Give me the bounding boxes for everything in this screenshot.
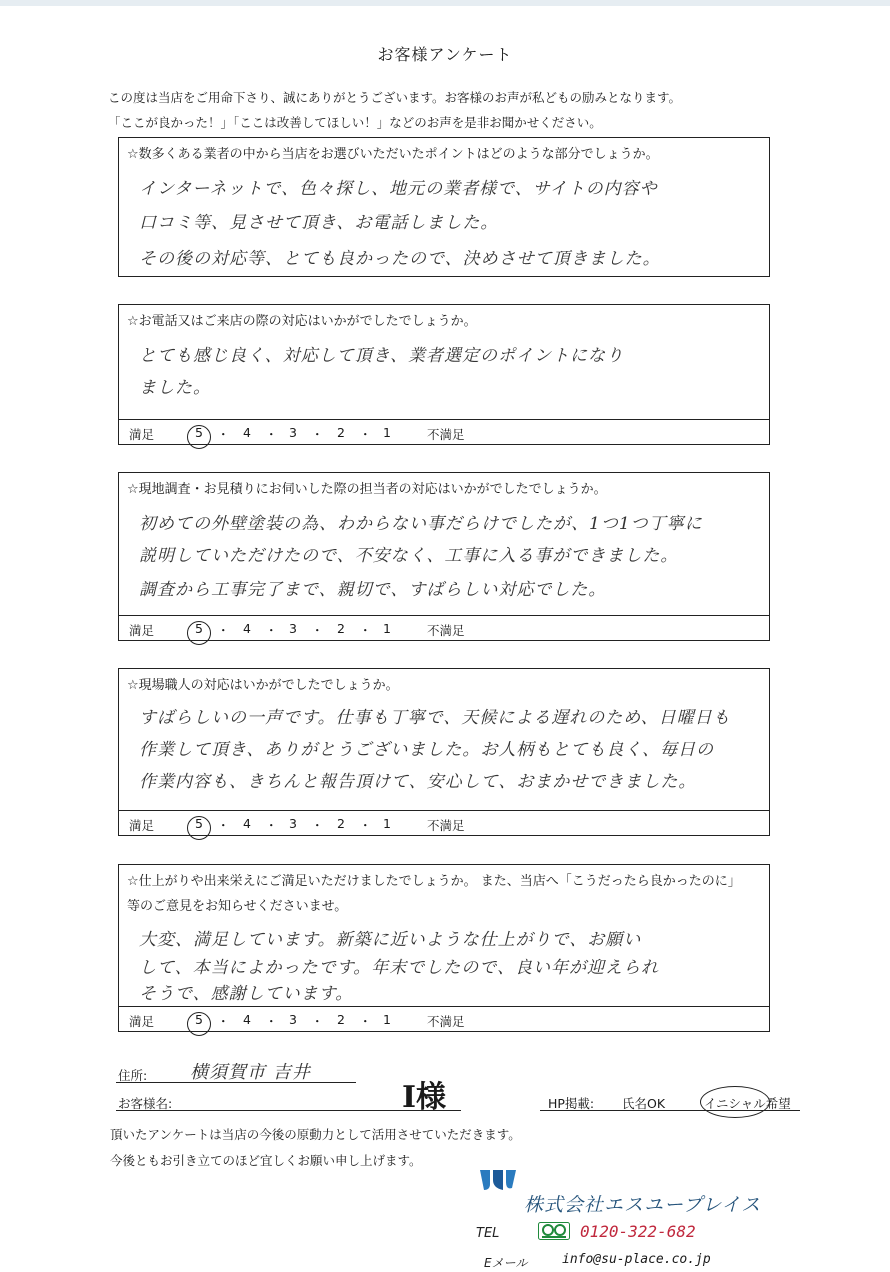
rating-option-5[interactable]: 5 (195, 1012, 203, 1027)
customer-name-label: お客様名: (118, 1096, 173, 1111)
rating-unsatisfied-label: 不満足 (427, 1014, 465, 1029)
email-label: Eメール (484, 1256, 528, 1270)
selected-hp-option-circle (700, 1086, 770, 1118)
question-box-3 (118, 472, 770, 641)
intro-line-1: この度は当店をご用命下さり、誠にありがとうございます。お客様のお声が私どもの励みとなります。 (108, 90, 682, 105)
question-text: ☆現地調査・お見積りにお伺いした際の担当者の対応はいかがでしたでしょうか。 (127, 482, 607, 497)
rating-scale: 満足 5 ・ 4 ・ 3 ・ 2 ・ 1 不満足 (119, 419, 769, 444)
answer-line: その後の対応等、とても良かったので、決めさせて頂きました。 (139, 249, 661, 269)
tel-label: TEL (476, 1226, 500, 1241)
intro-line-2: 「ここが良かった！」「ここは改善してほしい！」などのお声を是非お聞かせください。 (108, 115, 602, 130)
question-box-2 (118, 304, 770, 445)
answer-line: とても感じ良く、対応して頂き、業者選定のポイントになり (139, 346, 624, 366)
answer-line: 作業内容も、きちんと報告頂けて、安心して、おまかせできました。 (139, 772, 697, 792)
rating-scale: 満足 5 ・ 4 ・ 3 ・ 2 ・ 1 不満足 (119, 1006, 769, 1031)
rating-option-5[interactable]: 5 (195, 621, 203, 636)
company-logo-icon (478, 1168, 518, 1194)
email-address[interactable]: info@su-place.co.jp (562, 1252, 711, 1267)
hp-underline (540, 1110, 800, 1111)
rating-unsatisfied-label: 不満足 (427, 623, 465, 638)
rating-option-2[interactable]: 2 (337, 1012, 345, 1027)
hp-option-initial[interactable]: イニシャル希望 (704, 1096, 791, 1111)
rating-option-2[interactable]: 2 (337, 816, 345, 831)
freedial-icon (538, 1222, 570, 1240)
rating-option-1[interactable]: 1 (383, 621, 391, 636)
rating-option-3[interactable]: 3 (289, 1012, 297, 1027)
answer-line: 説明していただけたので、不安なく、工事に入る事ができました。 (139, 546, 679, 566)
answer-line: インターネットで、色々探し、地元の業者様で、サイトの内容や (139, 179, 658, 199)
question-box-5 (118, 864, 770, 1032)
rating-option-3[interactable]: 3 (289, 621, 297, 636)
rating-satisfied-label: 満足 (129, 818, 155, 833)
address-label: 住所: (118, 1068, 148, 1083)
rating-unsatisfied-label: 不満足 (427, 818, 465, 833)
answer-line: ました。 (139, 378, 211, 398)
tel-number[interactable]: 0120-322-682 (580, 1222, 696, 1241)
rating-option-1[interactable]: 1 (383, 816, 391, 831)
rating-option-1[interactable]: 1 (383, 425, 391, 440)
customer-name[interactable]: I様 (402, 1080, 447, 1115)
question-box-4 (118, 668, 770, 836)
rating-option-4[interactable]: 4 (243, 425, 251, 440)
closing-line-1: 頂いたアンケートは当店の今後の原動力として活用させていただきます。 (110, 1127, 521, 1142)
answer-line: 大変、満足しています。新築に近いような仕上がりで、お願い (139, 930, 642, 950)
rating-option-4[interactable]: 4 (243, 621, 251, 636)
answer-line: 初めての外壁塗装の為、わからない事だらけでしたが、1つ1つ丁寧に (139, 514, 703, 534)
question-text: ☆仕上がりや出来栄えにご満足いただけましたでしょうか。 また、当店へ「こうだったら良かったのに」 (127, 874, 741, 889)
rating-option-2[interactable]: 2 (337, 621, 345, 636)
question-text-cont: 等のご意見をお知らせくださいませ。 (127, 899, 348, 914)
answer-line: 口コミ等、見させて頂き、お電話しました。 (139, 213, 499, 233)
question-text: ☆数多くある業者の中から当店をお選びいただいたポイントはどのような部分でしょうか。 (127, 147, 659, 162)
question-box-1 (118, 137, 770, 277)
rating-satisfied-label: 満足 (129, 427, 155, 442)
rating-option-2[interactable]: 2 (337, 425, 345, 440)
answer-line: して、本当によかったです。年末でしたので、良い年が迎えられ (139, 958, 659, 978)
answer-line: 作業して頂き、ありがとうございました。お人柄もとても良く、毎日の (139, 740, 714, 760)
rating-option-4[interactable]: 4 (243, 816, 251, 831)
question-text: ☆お電話又はご来店の際の対応はいかがでしたでしょうか。 (127, 314, 477, 329)
address-underline (116, 1082, 356, 1083)
top-color-band (0, 0, 890, 6)
rating-scale: 満足 5 ・ 4 ・ 3 ・ 2 ・ 1 不満足 (119, 810, 769, 835)
hp-label: HP掲載: (548, 1096, 595, 1111)
rating-satisfied-label: 満足 (129, 623, 155, 638)
rating-option-3[interactable]: 3 (289, 425, 297, 440)
answer-line: すばらしいの一声です。仕事も丁寧で、天候による遅れのため、日曜日も (139, 708, 731, 728)
address-value[interactable]: 横須賀市 吉井 (190, 1062, 311, 1083)
closing-line-2: 今後ともお引き立てのほど宜しくお願い申し上げます。 (110, 1153, 422, 1168)
company-name: 株式会社エスユープレイス (524, 1194, 762, 1216)
answer-line: そうで、感謝しています。 (139, 984, 354, 1004)
rating-option-4[interactable]: 4 (243, 1012, 251, 1027)
rating-satisfied-label: 満足 (129, 1014, 155, 1029)
question-text: ☆現場職人の対応はいかがでしたでしょうか。 (127, 678, 399, 693)
rating-option-5[interactable]: 5 (195, 816, 203, 831)
page-title: お客様アンケート (377, 45, 513, 64)
answer-line: 調査から工事完了まで、親切で、すばらしい対応でした。 (139, 580, 607, 600)
rating-unsatisfied-label: 不満足 (427, 427, 465, 442)
rating-scale: 満足 5 ・ 4 ・ 3 ・ 2 ・ 1 不満足 (119, 615, 769, 640)
rating-option-1[interactable]: 1 (383, 1012, 391, 1027)
rating-option-3[interactable]: 3 (289, 816, 297, 831)
hp-option-name-ok[interactable]: 氏名OK (622, 1096, 666, 1111)
rating-option-5[interactable]: 5 (195, 425, 203, 440)
